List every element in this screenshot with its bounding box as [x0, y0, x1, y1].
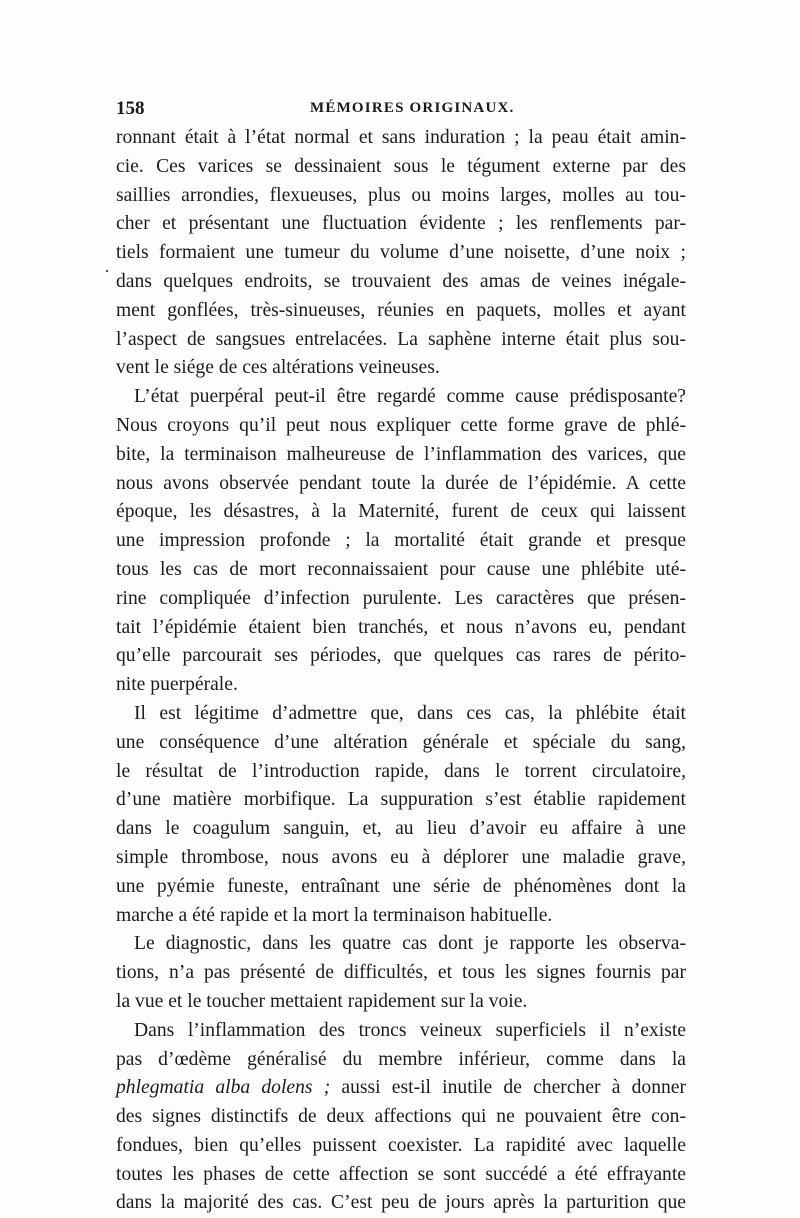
text-line: tions, n’a pas présenté de difficultés, et tous les signes fournis par [116, 962, 686, 984]
text-line: l’aspect de sangsues entrelacées. La saphène interne était plus sou- [116, 328, 686, 350]
text-line: rine compliquée d’infection purulente. Les caractères que présen- [116, 587, 686, 609]
text-line: dans quelques endroits, se trouvaient des amas de veines inégale- [116, 270, 686, 292]
text-line: nous avons observée pendant toute la durée de l’épidémie. A cette [116, 472, 686, 494]
text-line: saillies arrondies, flexueuses, plus ou moins larges, molles au tou- [116, 184, 686, 206]
text-line: une pyémie funeste, entraînant une série de phénomènes dont la [116, 875, 686, 897]
text-line: qu’elle parcourait ses périodes, que quelques cas rares de périto- [116, 645, 686, 667]
text-line: époque, les désastres, à la Maternité, furent de ceux qui laissent [116, 501, 686, 523]
text-line: bite, la terminaison malheureuse de l’inflammation des varices, que [116, 443, 686, 465]
page-number: 158 [116, 98, 145, 119]
text-line: dans la majorité des cas. C’est peu de jours après la parturition que [116, 1192, 686, 1214]
text-line: une conséquence d’une altération générale et spéciale du sang, [116, 731, 686, 753]
text-line: la vue et le toucher mettaient rapidement sur la voie. [116, 990, 528, 1012]
page-header [116, 98, 686, 124]
text-line: Le diagnostic, dans les quatre cas dont je rapporte les observa- [134, 933, 686, 955]
text-line: marche a été rapide et la mort la terminaison habituelle. [116, 904, 553, 926]
text-line: tous les cas de mort reconnaissaient pour cause une phlébite uté- [116, 558, 686, 580]
text-line: des signes distinctifs de deux affections qui ne pouvaient être con- [116, 1106, 686, 1128]
text-line: cher et présentant une fluctuation évidente ; les renflements par- [116, 213, 686, 235]
text-line: Dans l’inflammation des troncs veineux superficiels il n’existe [134, 1019, 686, 1041]
text-line: d’une matière morbifique. La suppuration s’est établie rapidement [116, 789, 686, 811]
italic-term: phlegmatia alba dolens ; [116, 1077, 331, 1099]
text-line: dans le coagulum sanguin, et, au lieu d’avoir eu affaire à une [116, 818, 686, 840]
text-line [116, 1074, 686, 1103]
text-line: L’état puerpéral peut-il être regardé comme cause prédisposante? [134, 386, 686, 408]
text-line: vent le siége de ces altérations veineuses. [116, 357, 440, 379]
running-title: MÉMOIRES ORIGINAUX. [310, 100, 515, 116]
text-line: ment gonflées, très-sinueuses, réunies en paquets, molles et ayant [116, 299, 686, 321]
text-line: ronnant était à l’état normal et sans induration ; la peau était amin- [116, 127, 686, 148]
text-line: simple thrombose, nous avons eu à déplorer une maladie grave, [116, 846, 686, 868]
text-line: toutes les phases de cette affection se sont succédé a été effrayante [116, 1163, 686, 1185]
margin-mark: · [104, 261, 110, 281]
text-run: aussi est-il inutile de chercher à donner [330, 1077, 687, 1099]
text-line: tiels formaient une tumeur du volume d’une noisette, d’une noix ; [116, 242, 686, 264]
text-line: Nous croyons qu’il peut nous expliquer cette forme grave de phlé- [116, 414, 686, 436]
body-text [116, 124, 686, 1218]
text-line: tait l’épidémie étaient bien tranchés, et nous n’avons eu, pendant [116, 616, 686, 638]
text-line: pas d’œdème généralisé du membre inférieur, comme dans la [116, 1048, 686, 1070]
text-line: fondues, bien qu’elles puissent coexister. La rapidité avec laquelle [116, 1134, 686, 1156]
text-line: le résultat de l’introduction rapide, dans le torrent circulatoire, [116, 760, 686, 782]
text-line: nite puerpérale. [116, 674, 238, 696]
text-line: cie. Ces varices se dessinaient sous le tégument externe par des [116, 155, 686, 177]
text-line: une impression profonde ; la mortalité était grande et presque [116, 530, 686, 552]
text-line: Il est légitime d’admettre que, dans ces cas, la phlébite était [134, 702, 686, 724]
